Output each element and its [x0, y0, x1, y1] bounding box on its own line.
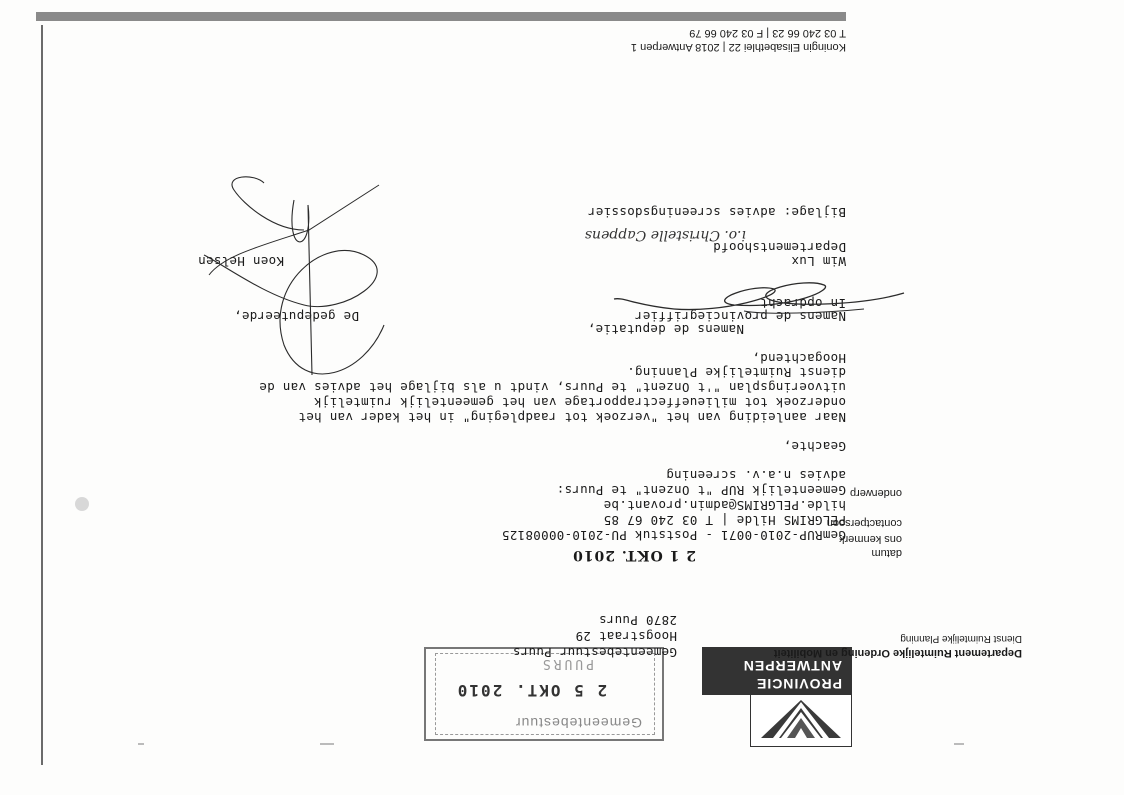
scan-border-bar — [36, 12, 846, 21]
attachment-note: Bijlage: advies screeningsdossier — [587, 205, 846, 220]
footer-phone-fax: T 03 240 66 23 | F 03 240 66 79 — [689, 27, 846, 39]
body-line: Naar aanleiding van het "verzoek tot raadpleging" in het kader van het — [298, 410, 846, 425]
subject-line-2: advies n.a.v. screening — [666, 468, 846, 483]
sender-service: Dienst Ruimtelijke Planning — [900, 633, 1022, 644]
scan-speck — [138, 743, 144, 745]
recipient-city: 2870 Puurs — [598, 613, 677, 628]
logo-text-provincie: PROVINCIE — [755, 676, 842, 692]
scan-speck — [954, 743, 964, 745]
signature-on-behalf-clerk: Namens de provinciegriffier — [634, 309, 846, 324]
contact-label: contactpersoon — [826, 517, 902, 529]
handwritten-signatures — [164, 165, 924, 405]
signature-by-order: In opdracht — [759, 296, 846, 311]
body-line: onderzoek tot milieueffectrapportage van het gemeentelijk ruimtelijk — [313, 395, 846, 410]
sender-department: Departement Ruimtelijke Ordening en Mobiliteit — [773, 647, 1022, 659]
closing: Hoogachtend, — [752, 351, 846, 366]
recipient-name: Gemeentebestuur Puurs — [512, 645, 677, 660]
stamp-town: PUURS — [539, 656, 594, 671]
recipient-street: Hoogstraat 29 — [575, 629, 677, 644]
body-line: uitvoeringsplan "'t Onzent" te Puurs, vindt u als bijlage het advies van de — [259, 380, 846, 395]
footer-address: Koningin Elisabethlei 22 | 2018 Antwerpen 1 — [630, 41, 846, 53]
scan-border-edge — [41, 25, 43, 765]
signatory-name-right: Koen Helsen — [197, 254, 284, 269]
handwritten-io-note: i.o. Christelle Cappens — [584, 227, 746, 243]
province-logo — [750, 693, 852, 747]
body-line: dienst Ruimtelijke Planning. — [626, 365, 846, 380]
stamp-date: 2 5 OKT. 2010 — [455, 681, 607, 700]
signatory-title-left: Departementshoofd — [712, 240, 846, 255]
subject-line-1: Gemeentelijk RUP "t Onzent" te Puurs: — [556, 483, 846, 498]
date-value: 2 1 OKT. 2010 — [572, 547, 696, 563]
salutation: Geachte, — [783, 439, 846, 454]
signature-deputy-title: De gedeputeerde, — [233, 309, 359, 324]
signature-on-behalf-deputation: Namens de deputatie, — [587, 322, 744, 337]
contact-email: hilde.PELGRIMS@admin.provant.be — [603, 498, 846, 513]
logo-chevron-icon — [757, 698, 845, 742]
stamp-title: Gemeentebestuur — [514, 715, 642, 731]
scan-speck — [320, 743, 334, 745]
date-label: datum — [871, 547, 902, 559]
signatory-name-left: Wim Lux — [791, 254, 846, 269]
reference-value: GemRUP-2010-0071 - Poststuk PU-2010-00008125 — [501, 528, 846, 543]
subject-label: onderwerp — [850, 487, 902, 499]
logo-text-antwerpen: ANTWERPEN — [742, 658, 842, 674]
reference-label: ons kenmerk — [839, 533, 902, 545]
contact-name: PELGRIMS Hilde | T 03 240 67 85 — [603, 513, 846, 528]
punch-hole-mark — [75, 497, 89, 511]
